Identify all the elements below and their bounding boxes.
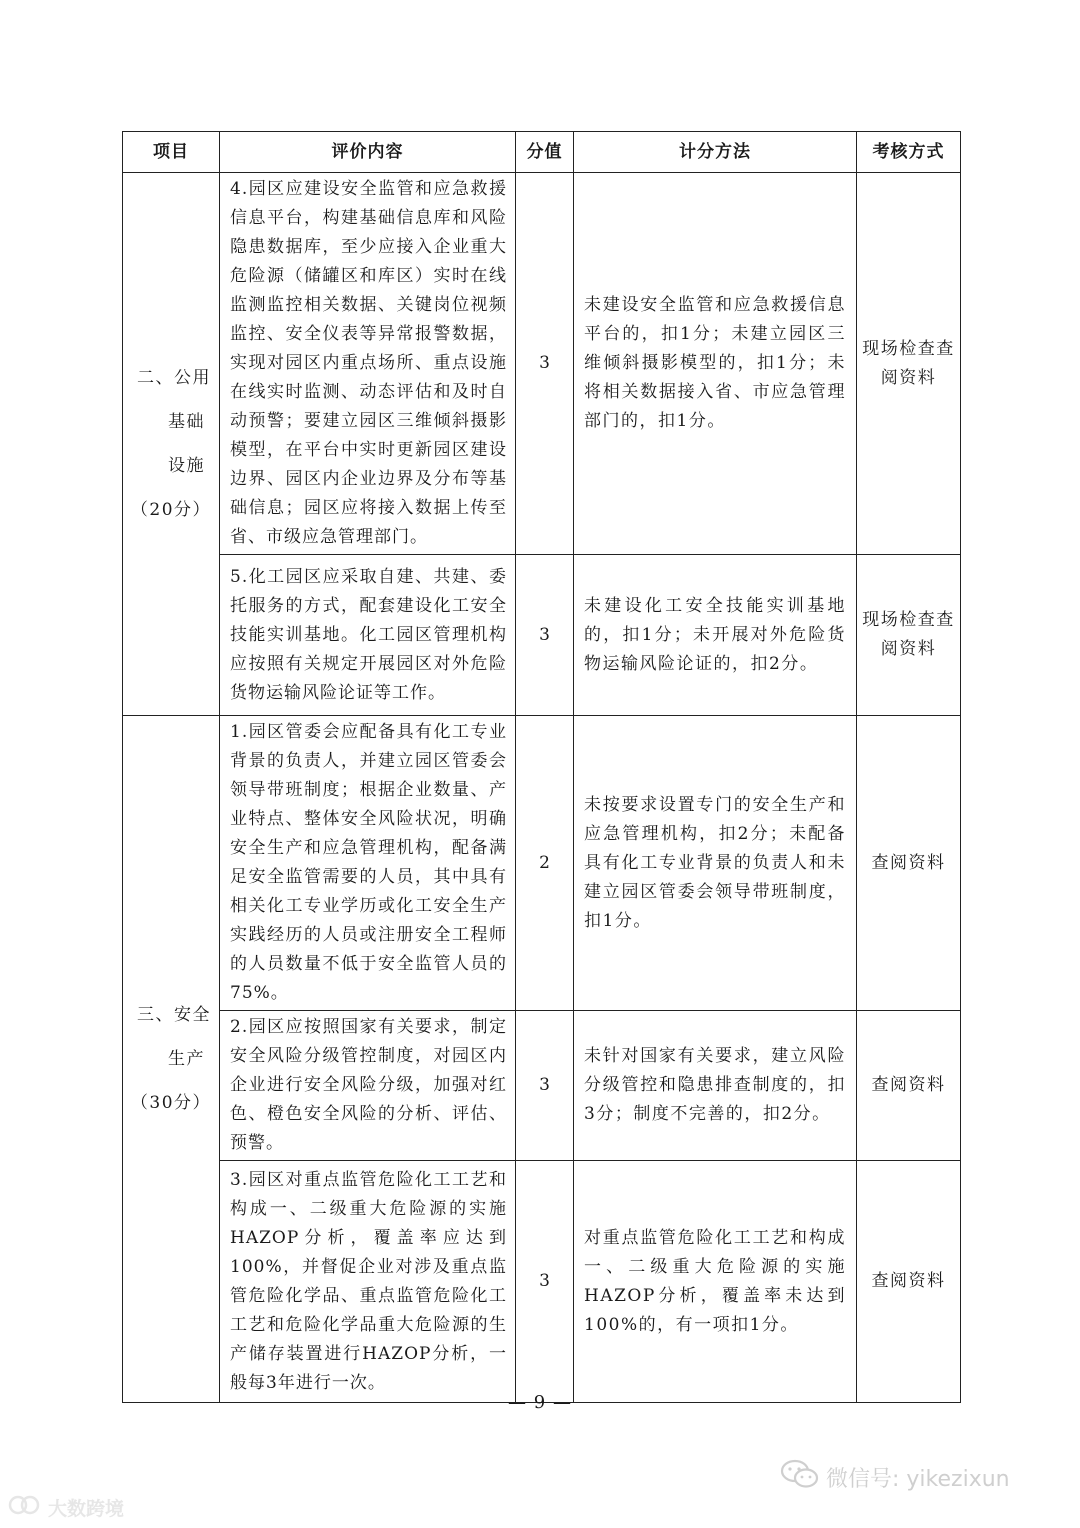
project-line: （30分） [130, 1093, 212, 1113]
table-row [123, 716, 961, 1011]
table-header-row [123, 132, 961, 173]
watermark-left-text: 大数跨境 [48, 1498, 125, 1520]
score-cell: 3 [516, 1011, 574, 1161]
project-cell-safety [123, 716, 220, 1403]
table-row [123, 555, 961, 716]
project-line: 二、公用 [137, 368, 211, 388]
exam-cell: 现场检查查阅资料 [857, 173, 961, 555]
score-cell: 2 [516, 716, 574, 1011]
content-cell: 2.园区应按照国家有关要求，制定安全风险分级管控制度，对园区内企业进行安全风险分级，加强对红色、橙色安全风险的分析、评估、预警。 [220, 1011, 516, 1161]
header-content: 评价内容 [220, 132, 516, 173]
project-line: 三、安全 [137, 1005, 211, 1025]
page-number: — 9 — [508, 1392, 572, 1413]
watermark-right-text: 微信号: yikezixun [826, 1466, 1010, 1492]
exam-cell: 查阅资料 [857, 716, 961, 1011]
method-cell: 未针对国家有关要求，建立风险分级管控和隐患排查制度的，扣3分；制度不完善的，扣2分。 [574, 1011, 857, 1161]
score-cell: 3 [516, 1161, 574, 1403]
table-row [123, 1011, 961, 1161]
project-line: 基础 [168, 412, 205, 432]
content-cell: 5.化工园区应采取自建、共建、委托服务的方式，配套建设化工安全技能实训基地。化工园区管理机构应按照有关规定开展园区对外危险货物运输风险论证等工作。 [220, 555, 516, 716]
method-cell: 对重点监管危险化工工艺和构成一、二级重大危险源的实施HAZOP分析，覆盖率未达到100%的，有一项扣1分。 [574, 1161, 857, 1403]
project-line: （20分） [130, 500, 212, 520]
brand-logo-icon [8, 1494, 42, 1521]
wechat-icon [780, 1458, 820, 1496]
header-project: 项目 [123, 132, 220, 173]
header-method: 计分方法 [574, 132, 857, 173]
method-cell: 未建设安全监管和应急救援信息平台的，扣1分；未建立园区三维倾斜摄影模型的，扣1分；未将相关数据接入省、市应急管理部门的，扣1分。 [574, 173, 857, 555]
header-exam: 考核方式 [857, 132, 961, 173]
method-cell: 未按要求设置专门的安全生产和应急管理机构，扣2分；未配备具有化工专业背景的负责人和未建立园区管委会领导带班制度，扣1分。 [574, 716, 857, 1011]
content-cell: 4.园区应建设安全监管和应急救援信息平台，构建基础信息库和风险隐患数据库，至少应接入企业重大危险源（储罐区和库区）实时在线监测监控相关数据、关键岗位视频监控、安全仪表等异常报警数据，实现对园区内重点场所、重点设施在线实时监测、动态评估和及时自动预警；要建立园区三维倾斜摄影模型，在平台中实时更新园区建设边界、园区内企业边界及分布等基础信息；园区应将接入数据上传至省、市级应急管理部门。 [220, 173, 516, 555]
project-line: 生产 [168, 1049, 205, 1069]
project-cell-infrastructure [123, 173, 220, 716]
score-cell: 3 [516, 173, 574, 555]
table-row [123, 173, 961, 555]
content-cell: 1.园区管委会应配备具有化工专业背景的负责人，并建立园区管委会领导带班制度；根据企业数量、产业特点、整体安全风险状况，明确安全生产和应急管理机构，配备满足安全监管需要的人员，其中具有相关化工专业学历或化工安全生产实践经历的人员或注册安全工程师的人员数量不低于安全监管人员的75%。 [220, 716, 516, 1011]
exam-cell: 查阅资料 [857, 1011, 961, 1161]
header-score: 分值 [516, 132, 574, 173]
table-row [123, 1161, 961, 1403]
evaluation-table [122, 131, 961, 1403]
exam-cell: 查阅资料 [857, 1161, 961, 1403]
content-cell: 3.园区对重点监管危险化工工艺和构成一、二级重大危险源的实施HAZOP分析，覆盖率应达到100%，并督促企业对涉及重点监管危险化学品、重点监管危险化工工艺和危险化学品重大危险源的生产储存装置进行HAZOP分析，一般每3年进行一次。 [220, 1161, 516, 1403]
exam-cell: 现场检查查阅资料 [857, 555, 961, 716]
watermark-right [780, 1458, 1010, 1496]
project-line: 设施 [168, 456, 205, 476]
score-cell: 3 [516, 555, 574, 716]
method-cell: 未建设化工安全技能实训基地的，扣1分；未开展对外危险货物运输风险论证的，扣2分。 [574, 555, 857, 716]
watermark-left [8, 1494, 124, 1521]
